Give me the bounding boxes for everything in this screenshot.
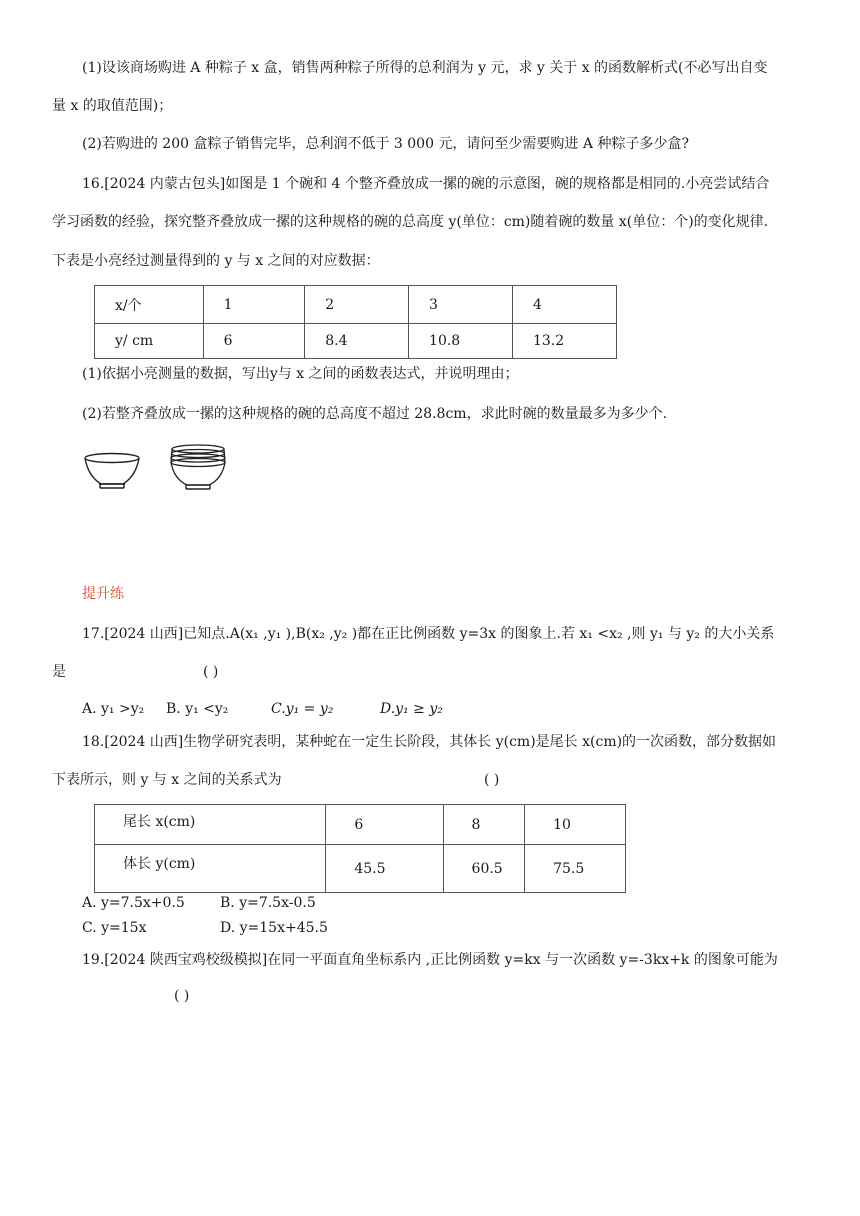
q17-line2: 是 — [52, 664, 66, 680]
q19-answer-paren: ( ) — [174, 988, 190, 1004]
q16-cell: y/ cm — [95, 324, 204, 359]
q16-cell: 1 — [203, 286, 305, 324]
q16-cell: 10.8 — [409, 324, 513, 359]
q18-option-b: B. y=7.5x-0.5 — [220, 895, 316, 911]
q18-cell: 6 — [326, 805, 443, 845]
q18-table-row-body — [95, 845, 626, 893]
q16-table-row-x — [95, 286, 617, 324]
q17-option-c: C.y₁ = y₂ — [271, 701, 334, 717]
stacked-bowls-figure — [168, 443, 228, 491]
q16-sub2: (2)若整齐叠放成一摞的这种规格的碗的总高度不超过 28.8cm，求此时碗的数量最多为多少个. — [82, 406, 668, 422]
q18-option-c: C. y=15x — [82, 920, 147, 936]
q15-part1-line2: 量 x 的取值范围)； — [52, 98, 173, 114]
q18-cell: 60.5 — [443, 845, 525, 893]
q16-cell: 4 — [513, 286, 617, 324]
q17-line1: 17.[2024 山西]已知点.A(x₁ ,y₁ ),B(x₂ ,y₂ )都在正比例函数 y=3x 的图象上.若 x₁ <x₂ ,则 y₁ 与 y₂ 的大小关系 — [82, 626, 775, 642]
q17-option-d: D.y₁ ≥ y₂ — [380, 701, 443, 717]
q16-table-row-y — [95, 324, 617, 359]
q19-line1: 19.[2024 陕西宝鸡校级模拟]在同一平面直角坐标系内 ,正比例函数 y=kx 与一次函数 y=-3kx+k 的图象可能为 — [82, 952, 778, 968]
q16-cell: x/个 — [95, 286, 204, 324]
q17-option-a: A. y₁ >y₂ — [82, 701, 145, 717]
q18-cell: 75.5 — [525, 845, 626, 893]
section-label-tishenglian: 提升练 — [82, 586, 124, 602]
q16-data-table — [94, 285, 617, 359]
q16-line1: 16.[2024 内蒙古包头]如图是 1 个碗和 4 个整齐叠放成一摞的碗的示意图，碗的规格都是相同的.小亮尝试结合 — [82, 176, 770, 192]
q18-line1: 18.[2024 山西]生物学研究表明，某种蛇在一定生长阶段，其体长 y(cm)是尾长 x(cm)的一次函数，部分数据如 — [82, 734, 777, 750]
q16-cell: 13.2 — [513, 324, 617, 359]
q18-option-a: A. y=7.5x+0.5 — [82, 895, 185, 911]
q18-cell: 45.5 — [326, 845, 443, 893]
q18-cell: 10 — [525, 805, 626, 845]
q18-table-row-tail — [95, 805, 626, 845]
q16-line3: 下表是小亮经过测量得到的 y 与 x 之间的对应数据： — [52, 253, 380, 269]
q18-answer-paren: ( ) — [484, 772, 500, 788]
q16-cell: 3 — [409, 286, 513, 324]
q16-line2: 学习函数的经验，探究整齐叠放成一摞的这种规格的碗的总高度 y(单位：cm)随着碗的数量 x(单位：个)的变化规律. — [52, 214, 769, 230]
q18-option-d: D. y=15x+45.5 — [220, 920, 328, 936]
q18-data-table — [94, 804, 626, 893]
q15-part2: (2)若购进的 200 盒粽子销售完毕，总利润不低于 3 000 元，请问至少需要购进 A 种粽子多少盒? — [82, 136, 689, 152]
q16-sub1: (1)依据小亮测量的数据，写出y与 x 之间的函数表达式，并说明理由； — [82, 366, 519, 382]
single-bowl-figure — [82, 450, 142, 494]
q18-cell: 尾长 x(cm) — [95, 805, 326, 845]
q18-cell: 8 — [443, 805, 525, 845]
q17-option-b: B. y₁ <y₂ — [166, 701, 229, 717]
q18-line2: 下表所示，则 y 与 x 之间的关系式为 — [52, 772, 282, 788]
q17-answer-paren: ( ) — [203, 664, 219, 680]
q15-part1-line1: (1)设该商场购进 A 种粽子 x 盒，销售两种粽子所得的总利润为 y 元，求 y 关于 x 的函数解析式(不必写出自变 — [82, 60, 768, 76]
q16-cell: 6 — [203, 324, 305, 359]
q16-cell: 2 — [305, 286, 409, 324]
q18-cell: 体长 y(cm) — [95, 845, 326, 893]
q16-cell: 8.4 — [305, 324, 409, 359]
